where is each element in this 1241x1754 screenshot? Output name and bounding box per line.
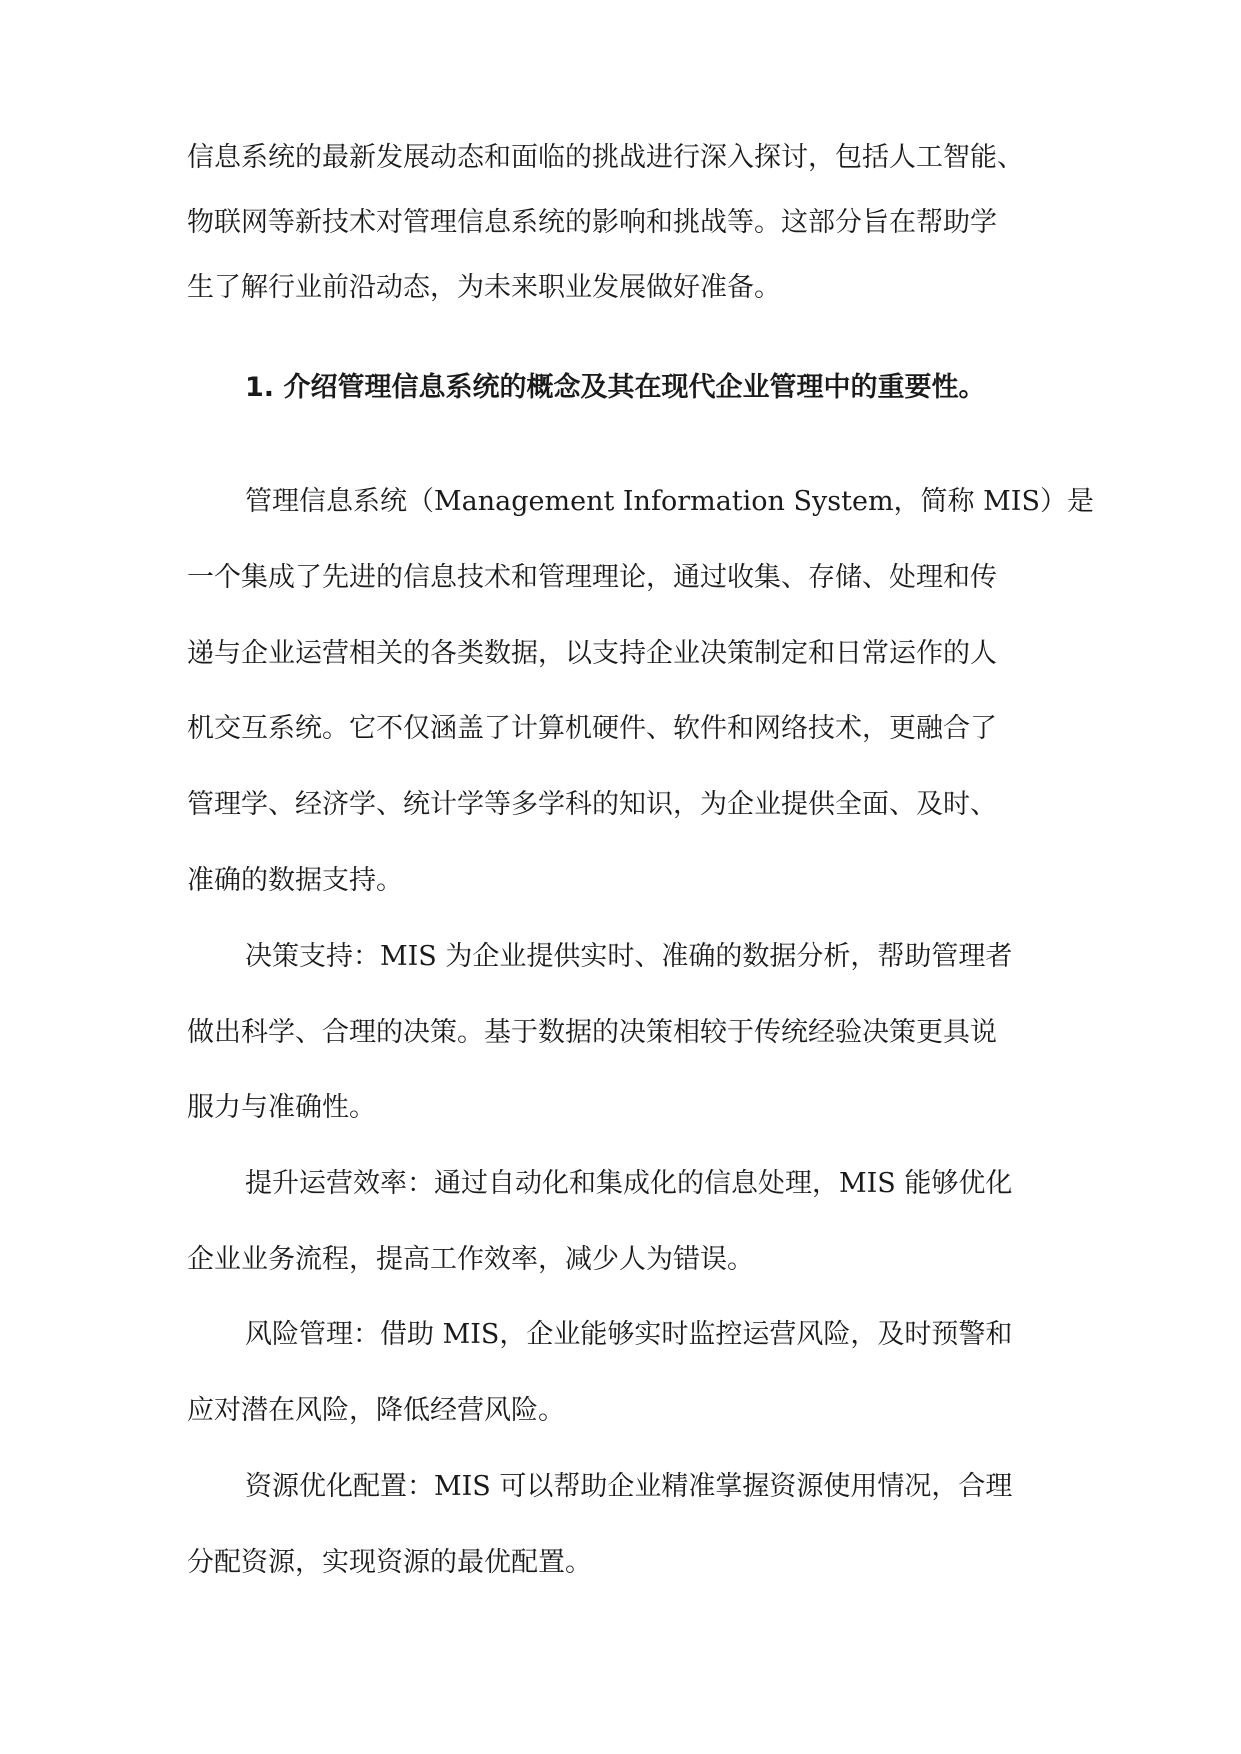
decision-line-1: 决策支持：MIS 为企业提供实时、准确的数据分析，帮助管理者	[245, 941, 1013, 972]
decision-line-3: 服力与准确性。	[187, 1092, 376, 1123]
intro-line-2: 物联网等新技术对管理信息系统的影响和挑战等。这部分旨在帮助学	[187, 207, 997, 238]
intro-line-3: 生了解行业前沿动态，为未来职业发展做好准备。	[187, 272, 781, 303]
resource-line-1: 资源优化配置：MIS 可以帮助企业精准掌握资源使用情况，合理	[245, 1471, 1013, 1502]
definition-line-1: 管理信息系统（Management Information System，简称 MIS）是	[245, 486, 1094, 517]
definition-line-3: 递与企业运营相关的各类数据，以支持企业决策制定和日常运作的人	[187, 638, 997, 669]
definition-line-4: 机交互系统。它不仅涵盖了计算机硬件、软件和网络技术，更融合了	[187, 713, 997, 744]
definition-line-5: 管理学、经济学、统计学等多学科的知识，为企业提供全面、及时、	[187, 789, 997, 820]
resource-line-2: 分配资源，实现资源的最优配置。	[187, 1547, 592, 1578]
intro-line-1: 信息系统的最新发展动态和面临的挑战进行深入探讨，包括人工智能、	[187, 142, 1024, 173]
risk-line-2: 应对潜在风险，降低经营风险。	[187, 1395, 565, 1426]
efficiency-line-2: 企业业务流程，提高工作效率，减少人为错误。	[187, 1244, 754, 1275]
section-heading: 1. 介绍管理信息系统的概念及其在现代企业管理中的重要性。	[245, 372, 986, 403]
decision-line-2: 做出科学、合理的决策。基于数据的决策相较于传统经验决策更具说	[187, 1017, 997, 1048]
efficiency-line-1: 提升运营效率：通过自动化和集成化的信息处理，MIS 能够优化	[245, 1168, 1013, 1199]
risk-line-1: 风险管理：借助 MIS，企业能够实时监控运营风险，及时预警和	[245, 1319, 1013, 1350]
definition-line-6: 准确的数据支持。	[187, 865, 403, 896]
definition-line-2: 一个集成了先进的信息技术和管理理论，通过收集、存储、处理和传	[187, 562, 997, 593]
